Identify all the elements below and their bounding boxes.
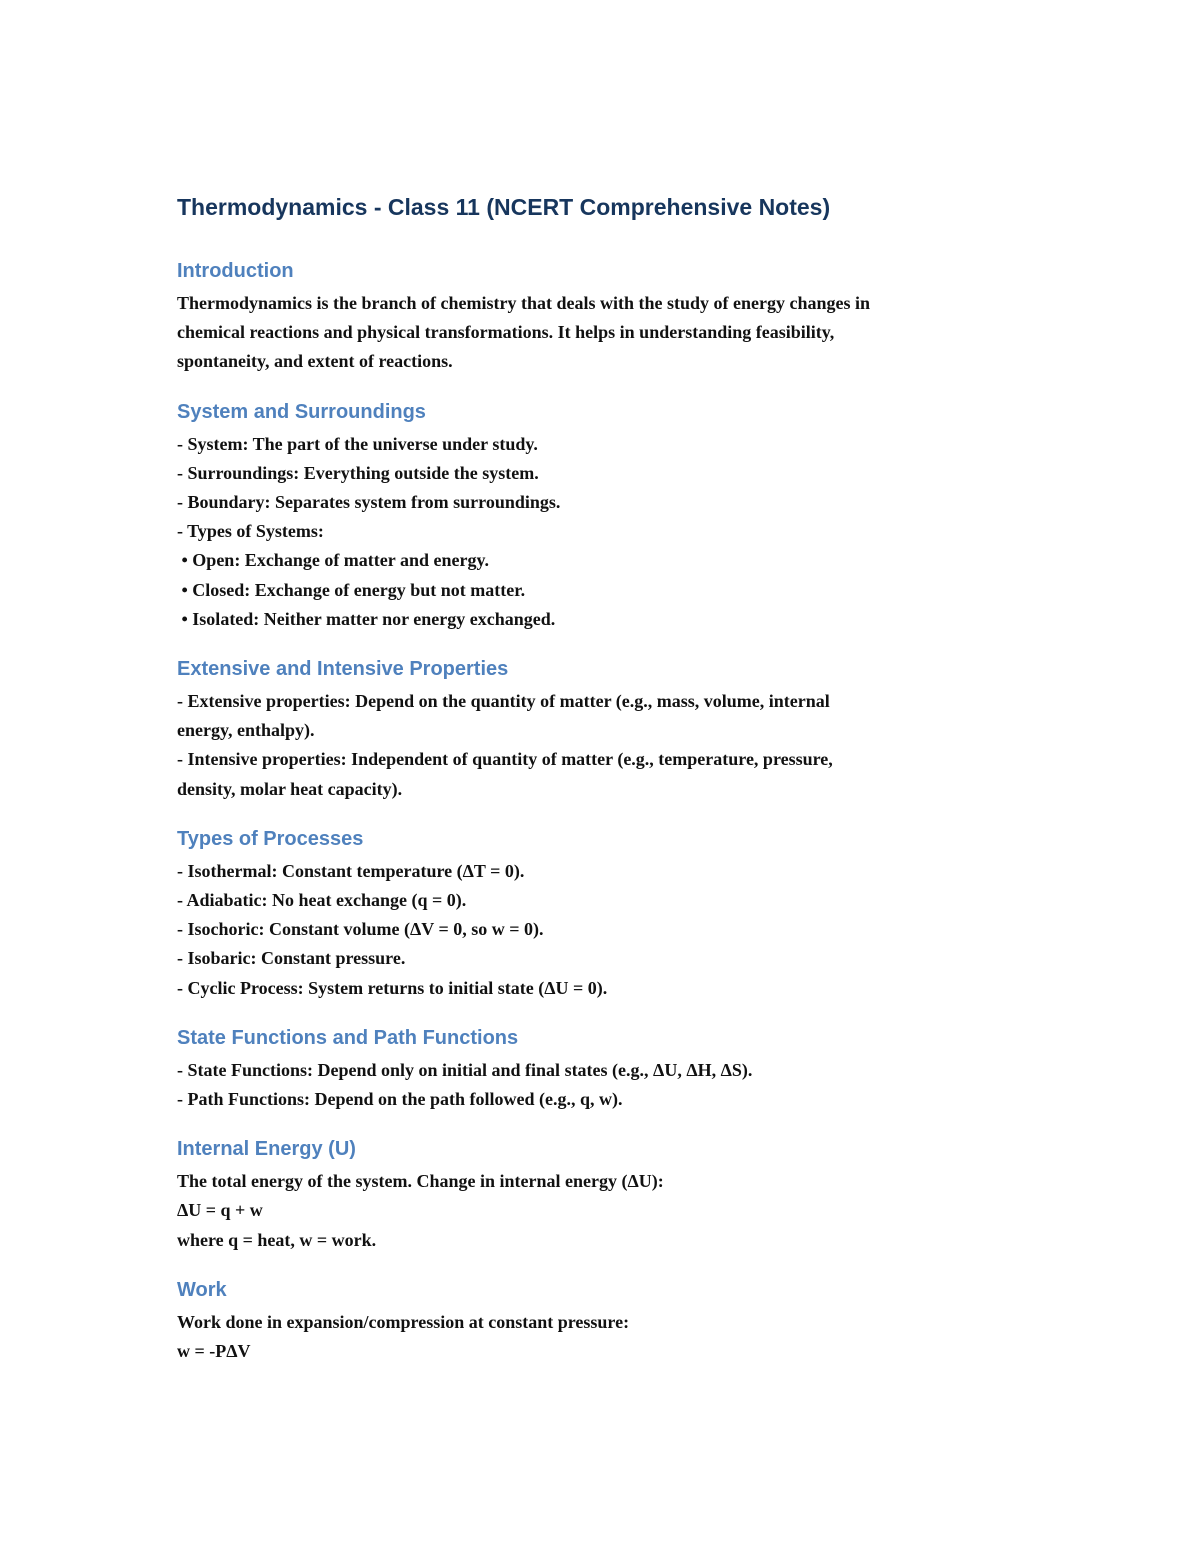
section-heading: State Functions and Path Functions — [177, 1026, 519, 1049]
equation-line: w = -PΔV — [177, 1341, 251, 1362]
sub-list-item: • Open: Exchange of matter and energy. — [177, 550, 489, 571]
equation-line: ΔU = q + w — [177, 1200, 263, 1221]
section-heading: System and Surroundings — [177, 400, 426, 423]
list-item: - Isothermal: Constant temperature (ΔT = 0). — [177, 860, 525, 881]
section-gap — [177, 1003, 1057, 1023]
section-gap — [177, 377, 1057, 397]
paragraph-line: where q = heat, w = work. — [177, 1229, 377, 1250]
section-extensive-intensive-properties — [177, 654, 1057, 804]
paragraph-line: Thermodynamics is the branch of chemistry that deals with the study of energy changes in — [177, 293, 870, 313]
list-item: - Intensive properties: Independent of quantity of matter (e.g., temperature, pressure, — [177, 749, 833, 770]
list-item: - Cyclic Process: System returns to initial state (ΔU = 0). — [177, 977, 608, 998]
section-heading: Work — [177, 1278, 227, 1301]
list-item: - Isochoric: Constant volume (ΔV = 0, so w = 0). — [177, 919, 544, 940]
section-gap — [177, 804, 1057, 824]
section-gap — [177, 1114, 1057, 1134]
section-gap — [177, 1255, 1057, 1275]
section-heading: Introduction — [177, 260, 294, 282]
list-item: - Path Functions: Depend on the path followed (e.g., q, w). — [177, 1089, 623, 1110]
paragraph-line: spontaneity, and extent of reactions. — [177, 351, 453, 372]
list-item: density, molar heat capacity). — [177, 778, 403, 799]
list-item: - Surroundings: Everything outside the system. — [177, 462, 539, 483]
section-system-and-surroundings — [177, 397, 1057, 634]
list-item: - Extensive properties: Depend on the quantity of matter (e.g., mass, volume, internal — [177, 691, 830, 712]
paragraph-line: chemical reactions and physical transformations. It helps in understanding feasibility, — [177, 322, 835, 343]
list-item: - Boundary: Separates system from surroundings. — [177, 492, 561, 513]
section-internal-energy — [177, 1134, 1057, 1255]
section-types-of-processes — [177, 824, 1057, 1003]
document-page — [177, 188, 1057, 1366]
list-item: - Adiabatic: No heat exchange (q = 0). — [177, 890, 467, 911]
section-gap — [177, 634, 1057, 654]
list-item: - Isobaric: Constant pressure. — [177, 948, 406, 969]
list-item: - State Functions: Depend only on initial and final states (e.g., ΔU, ΔH, ΔS). — [177, 1059, 753, 1080]
list-item: - System: The part of the universe under study. — [177, 433, 538, 454]
paragraph-line: The total energy of the system. Change in internal energy (ΔU): — [177, 1171, 664, 1192]
paragraph-line: Work done in expansion/compression at constant pressure: — [177, 1311, 630, 1332]
sub-list-item: • Isolated: Neither matter nor energy exchanged. — [177, 608, 556, 629]
section-state-path-functions — [177, 1023, 1057, 1114]
section-heading: Types of Processes — [177, 827, 364, 850]
section-introduction — [177, 256, 1057, 377]
list-item: energy, enthalpy). — [177, 720, 315, 741]
section-work — [177, 1275, 1057, 1366]
sub-list-item: • Closed: Exchange of energy but not matter. — [177, 579, 526, 600]
document-title: Thermodynamics - Class 11 (NCERT Comprehensive Notes) — [177, 194, 831, 220]
list-item: - Types of Systems: — [177, 521, 324, 542]
section-heading: Internal Energy (U) — [177, 1138, 356, 1161]
section-heading: Extensive and Intensive Properties — [177, 658, 509, 681]
